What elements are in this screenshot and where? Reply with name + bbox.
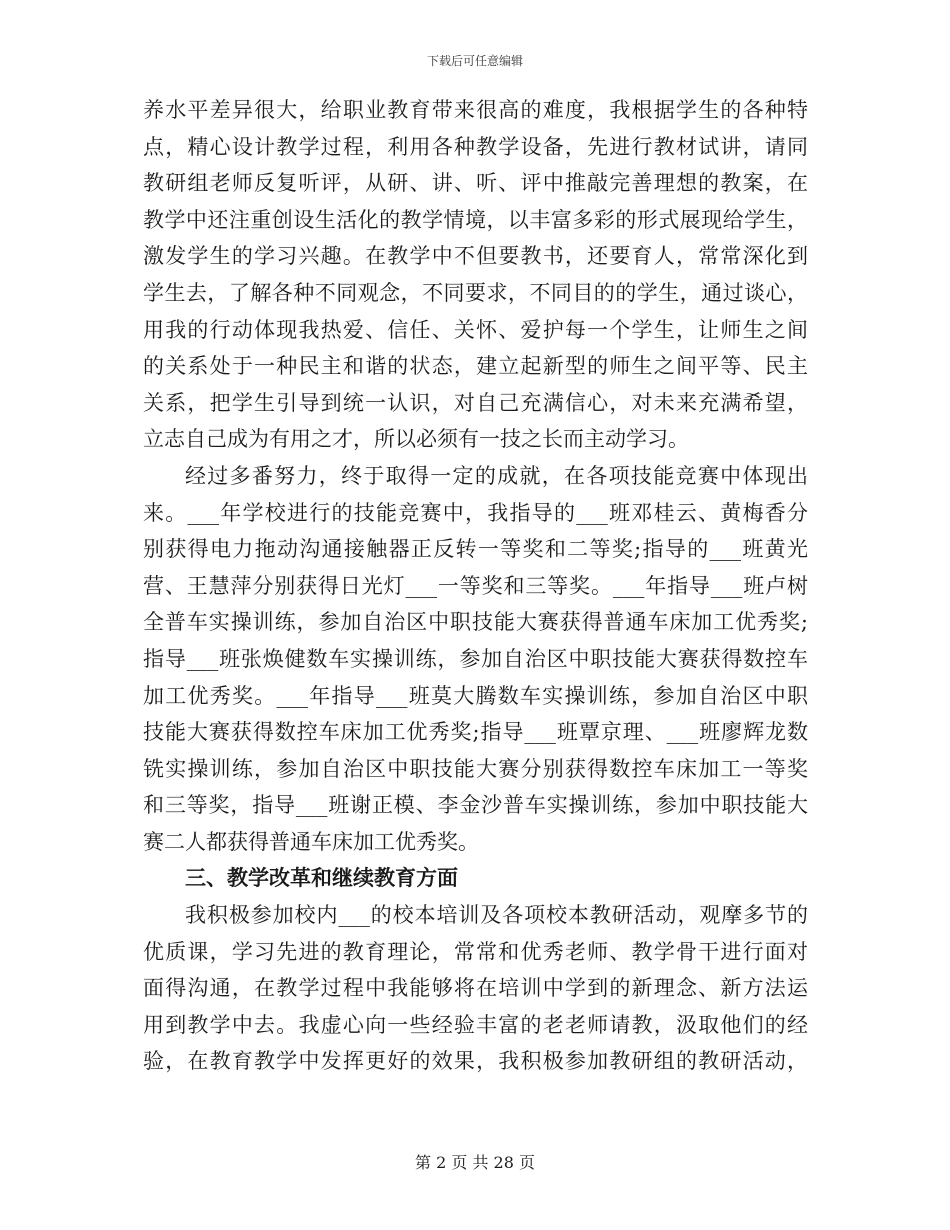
text-line: 激发学生的学习兴趣。在教学中不但要教书，还要育人，常常深化到 (143, 244, 808, 269)
document-body (143, 92, 808, 1080)
paragraph-3 (143, 897, 808, 1080)
text-line: 学生去，了解各种不同观念，不同要求，不同目的的学生，通过谈心， (143, 280, 808, 305)
text-line: 点，精心设计教学过程，利用各种教学设备，先进行教材试讲，请同 (143, 134, 808, 159)
text-line: 用我的行动体现我热爱、信任、关怀、爱护每一个学生，让师生之间 (143, 317, 808, 342)
paragraph-1 (143, 92, 808, 458)
text-line: 优质课，学习先进的教育理论，常常和优秀老师、教学骨干进行面对 (143, 939, 808, 964)
text-line: 养水平差异很大，给职业教育带来很高的难度，我根据学生的各种特 (143, 98, 808, 122)
text-line: 铣实操训练，参加自治区中职技能大赛分别获得数控车床加工一等奖 (143, 756, 808, 781)
text-line: 加工优秀奖。___年指导___班莫大腾数车实操训练，参加自治区中职 (143, 683, 808, 708)
text-line: 全普车实操训练，参加自治区中职技能大赛获得普通车床加工优秀奖; (143, 610, 808, 635)
text-line: 来。___年学校进行的技能竞赛中，我指导的___班邓桂云、黄梅香分 (143, 500, 808, 525)
text-line: 和三等奖，指导___班谢正模、李金沙普车实操训练，参加中职技能大 (143, 793, 808, 818)
text-line: 营、王慧萍分别获得日光灯___一等奖和三等奖。___年指导___班卢树 (143, 573, 808, 598)
text-line: 立志自己成为有用之才，所以必须有一技之长而主动学习。 (143, 427, 689, 452)
text-line: 指导___班张焕健数车实操训练，参加自治区中职技能大赛获得数控车 (143, 646, 808, 671)
text-line: 用到教学中去。我虚心向一些经验丰富的老老师请教，汲取他们的经 (143, 1012, 808, 1037)
text-line: 教学中还注重创设生活化的教学情境，以丰富多彩的形式展现给学生， (143, 207, 808, 232)
text-line: 我积极参加校内___的校本培训及各项校本教研活动，观摩多节的 (185, 903, 808, 928)
text-line: 面得沟通，在教学过程中我能够将在培训中学到的新理念、新方法运 (143, 976, 808, 1001)
text-line: 赛二人都获得普通车床加工优秀奖。 (143, 829, 479, 854)
paragraph-2 (143, 458, 808, 861)
text-line: 验，在教育教学中发挥更好的效果，我积极参加教研组的教研活动， (143, 1049, 808, 1074)
text-line: 关系，把学生引导到统一认识，对自己充满信心，对未来充满希望， (143, 390, 808, 415)
page-header: 下载后可任意编辑 (426, 54, 523, 68)
text-line: 教研组老师反复听评，从研、讲、听、评中推敲完善理想的教案，在 (143, 171, 808, 196)
text-line: 技能大赛获得数控车床加工优秀奖;指导___班覃京理、___班廖辉龙数 (143, 720, 808, 745)
text-line: 经过多番努力，终于取得一定的成就，在各项技能竞赛中体现出 (185, 463, 808, 488)
text-line: 别获得电力拖动沟通接触器正反转一等奖和二等奖;指导的___班黄光 (143, 537, 808, 562)
page-number: 第 2 页 共 28 页 (415, 1153, 535, 1172)
section-heading: 三、教学改革和继续教育方面 (185, 865, 458, 891)
text-line: 的关系处于一种民主和谐的状态，建立起新型的师生之间平等、民主 (143, 354, 808, 379)
